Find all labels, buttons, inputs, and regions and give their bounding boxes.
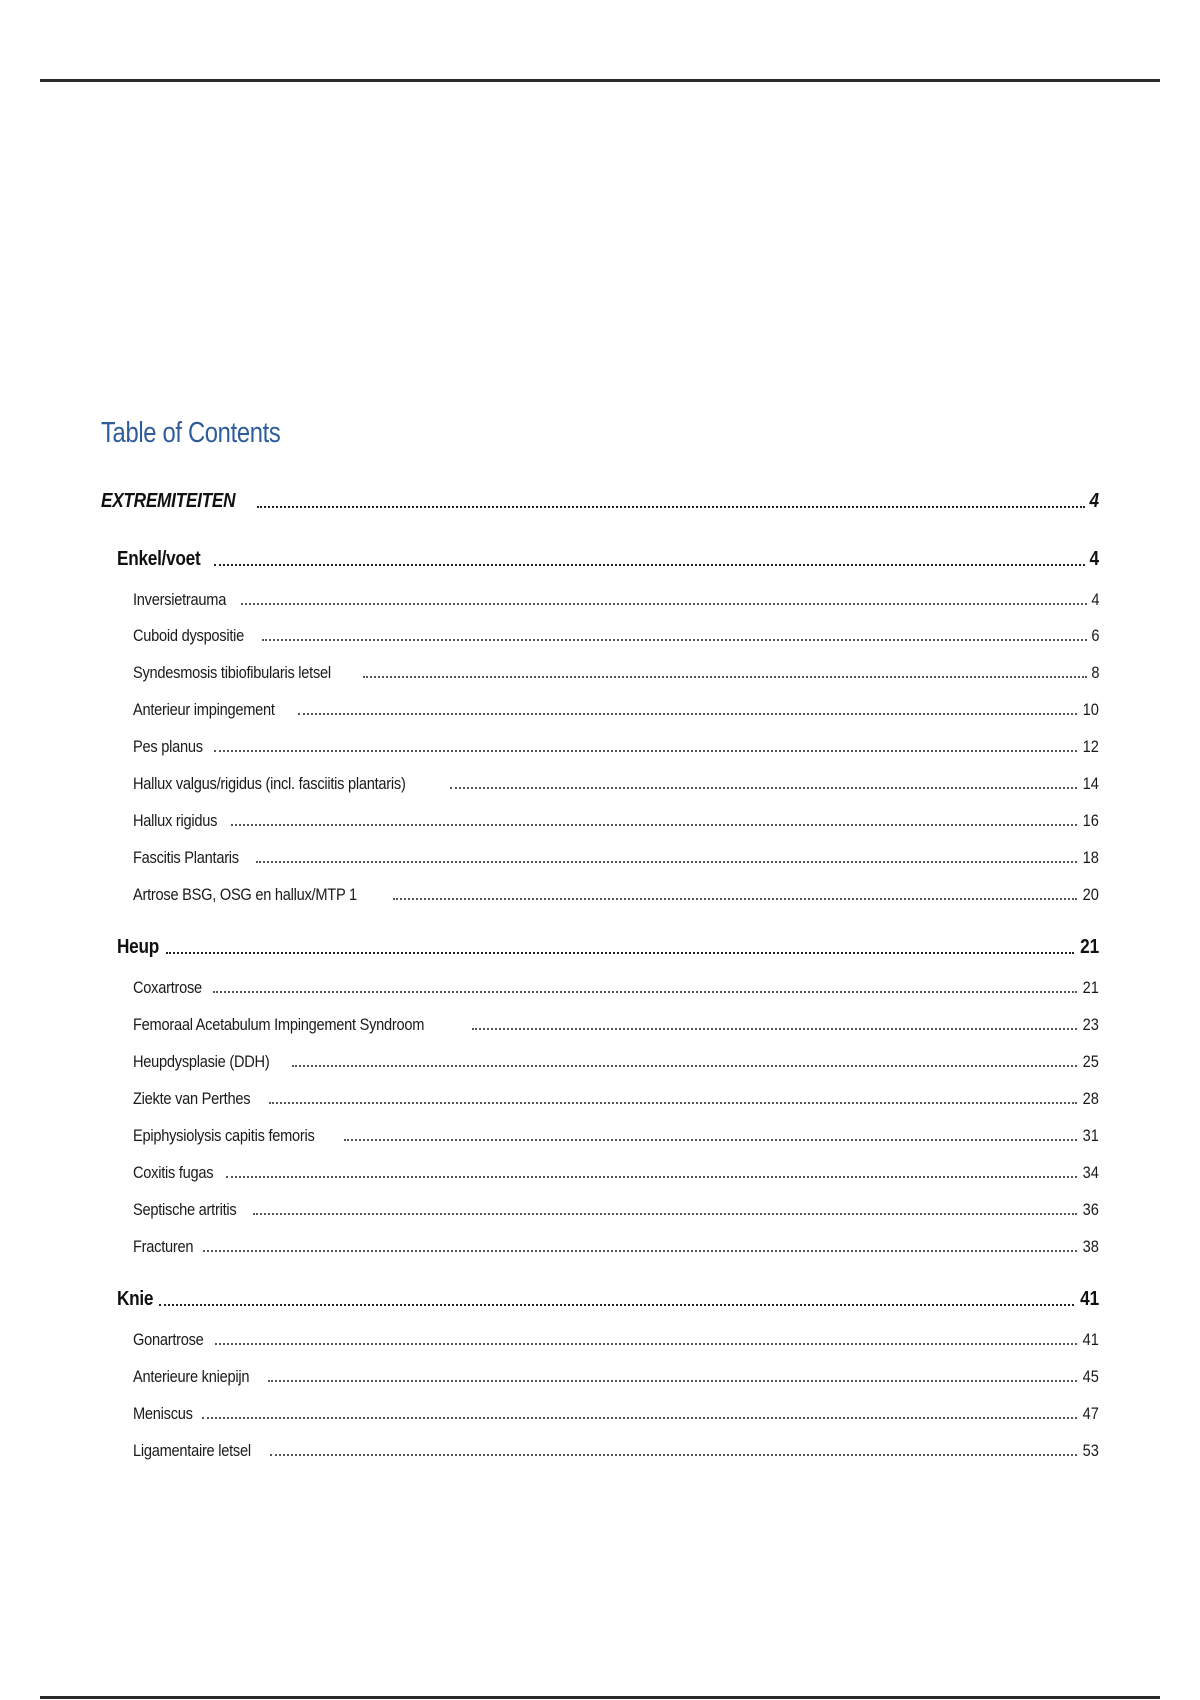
toc-entry-gonartrose[interactable]: [133, 1330, 1099, 1350]
toc-entry-title: Septische artritis: [133, 1200, 237, 1219]
toc-entry-hallux-valgus-rigidus[interactable]: [133, 774, 1099, 794]
toc-entry-page: 28: [1082, 1089, 1099, 1108]
toc-entry-cuboid-dyspositie[interactable]: [133, 626, 1099, 646]
toc-entry-ziekte-van-perthes[interactable]: [133, 1089, 1099, 1109]
toc-leader-dots: [214, 750, 1077, 752]
toc-leader-dots: [363, 676, 1086, 678]
toc-entry-title: Artrose BSG, OSG en hallux/MTP 1: [133, 885, 357, 904]
toc-entry-page: 6: [1090, 626, 1099, 645]
toc-leader-dots: [159, 1304, 1074, 1306]
toc-leader-dots: [344, 1139, 1077, 1141]
toc-entry-title: Coxitis fugas: [133, 1163, 214, 1182]
toc-leader-dots: [257, 506, 1085, 508]
toc-entry-inversietrauma[interactable]: [133, 590, 1099, 610]
toc-entry-page: 4: [1090, 590, 1099, 609]
toc-leader-dots: [214, 564, 1085, 566]
toc-entry-title: Syndesmosis tibiofibularis letsel: [133, 663, 331, 682]
toc-entry-title: Gonartrose: [133, 1330, 204, 1349]
toc-entry-page: 4: [1089, 548, 1099, 570]
toc-entry-ligamentaire-letsel[interactable]: [133, 1441, 1099, 1461]
toc-entry-coxitis-fugas[interactable]: [133, 1163, 1099, 1183]
toc-entry-fracturen[interactable]: [133, 1237, 1099, 1257]
toc-leader-dots: [203, 1250, 1077, 1252]
toc-entry-page: 53: [1082, 1441, 1099, 1460]
toc-entry-hallux-rigidus[interactable]: [133, 811, 1099, 831]
toc-leader-dots: [253, 1213, 1077, 1215]
toc-leader-dots: [472, 1028, 1078, 1030]
toc-entry-page: 21: [1079, 936, 1099, 958]
toc-entry-title: Hallux valgus/rigidus (incl. fasciitis plantaris): [133, 774, 406, 793]
toc-entry-title: Pes planus: [133, 737, 203, 756]
toc-entry-syndesmosis[interactable]: [133, 663, 1099, 683]
toc-leader-dots: [202, 1417, 1077, 1419]
toc-entry-title: Fracturen: [133, 1237, 194, 1256]
toc-entry-title: Fascitis Plantaris: [133, 848, 239, 867]
toc-leader-dots: [393, 898, 1077, 900]
toc-entry-page: 10: [1082, 700, 1099, 719]
toc-entry-heup[interactable]: [117, 936, 1099, 959]
toc-entry-title: Ligamentaire letsel: [133, 1441, 251, 1460]
toc-entry-title: Enkel/voet: [117, 548, 201, 570]
toc-leader-dots: [298, 713, 1077, 715]
toc-entry-septische-artritis[interactable]: [133, 1200, 1099, 1220]
toc-entry-anterieur-impingement[interactable]: [133, 700, 1099, 720]
toc-entry-anterieure-kniepijn[interactable]: [133, 1367, 1099, 1387]
toc-entry-title: Epiphysiolysis capitis femoris: [133, 1126, 315, 1145]
toc-entry-coxartrose[interactable]: [133, 978, 1099, 998]
toc-leader-dots: [166, 952, 1074, 954]
toc-leader-dots: [256, 861, 1077, 863]
toc-entry-enkel-voet[interactable]: [117, 548, 1099, 571]
toc-entry-title: Hallux rigidus: [133, 811, 218, 830]
toc-entry-page: 16: [1082, 811, 1099, 830]
toc-leader-dots: [213, 991, 1077, 993]
toc-entry-page: 23: [1082, 1015, 1099, 1034]
toc-entry-page: 45: [1082, 1367, 1099, 1386]
toc-heading: Table of Contents: [101, 417, 281, 449]
toc-entry-page: 47: [1082, 1404, 1099, 1423]
toc-entry-title: Anterieure kniepijn: [133, 1367, 250, 1386]
toc-entry-page: 36: [1082, 1200, 1099, 1219]
toc-entry-title: EXTREMITEITEN: [101, 490, 236, 512]
toc-entry-page: 20: [1082, 885, 1099, 904]
toc-entry-extremiteiten[interactable]: [101, 490, 1099, 513]
toc-leader-dots: [292, 1065, 1077, 1067]
toc-entry-femoraal-acetabulum[interactable]: [133, 1015, 1099, 1035]
toc-entry-page: 31: [1082, 1126, 1099, 1145]
toc-leader-dots: [226, 1176, 1077, 1178]
toc-entry-page: 41: [1079, 1288, 1099, 1310]
toc-leader-dots: [269, 1102, 1077, 1104]
toc-entry-page: 8: [1090, 663, 1099, 682]
toc-entry-title: Cuboid dyspositie: [133, 626, 245, 645]
toc-entry-page: 34: [1082, 1163, 1099, 1182]
toc-entry-artrose-bsg-osg[interactable]: [133, 885, 1099, 905]
toc-entry-heupdysplasie[interactable]: [133, 1052, 1099, 1072]
toc-entry-meniscus[interactable]: [133, 1404, 1099, 1424]
toc-entry-title: Heupdysplasie (DDH): [133, 1052, 270, 1071]
toc-leader-dots: [231, 824, 1077, 826]
toc-entry-title: Inversietrauma: [133, 590, 227, 609]
toc-entry-title: Femoraal Acetabulum Impingement Syndroom: [133, 1015, 425, 1034]
toc-leader-dots: [241, 603, 1086, 605]
toc-entry-pes-planus[interactable]: [133, 737, 1099, 757]
toc-entry-page: 21: [1082, 978, 1099, 997]
footer-rule: [40, 1696, 1160, 1699]
toc-entry-title: Knie: [117, 1288, 154, 1310]
toc-entry-page: 4: [1089, 490, 1099, 512]
toc-entry-page: 41: [1082, 1330, 1099, 1349]
toc-leader-dots: [450, 787, 1077, 789]
toc-entry-fascitis-plantaris[interactable]: [133, 848, 1099, 868]
toc-entry-page: 14: [1082, 774, 1099, 793]
toc-entry-page: 12: [1082, 737, 1099, 756]
toc-entry-title: Ziekte van Perthes: [133, 1089, 251, 1108]
toc-entry-title: Anterieur impingement: [133, 700, 275, 719]
toc-entry-page: 18: [1082, 848, 1099, 867]
toc-entry-title: Meniscus: [133, 1404, 193, 1423]
toc-entry-page: 38: [1082, 1237, 1099, 1256]
toc-entry-epiphysiolysis[interactable]: [133, 1126, 1099, 1146]
toc-leader-dots: [268, 1380, 1077, 1382]
toc-entry-title: Heup: [117, 936, 159, 958]
toc-leader-dots: [270, 1454, 1077, 1456]
toc-leader-dots: [215, 1343, 1077, 1345]
toc-entry-knie[interactable]: [117, 1288, 1099, 1311]
toc-entry-page: 25: [1082, 1052, 1099, 1071]
toc-entry-title: Coxartrose: [133, 978, 202, 997]
toc-leader-dots: [262, 639, 1086, 641]
